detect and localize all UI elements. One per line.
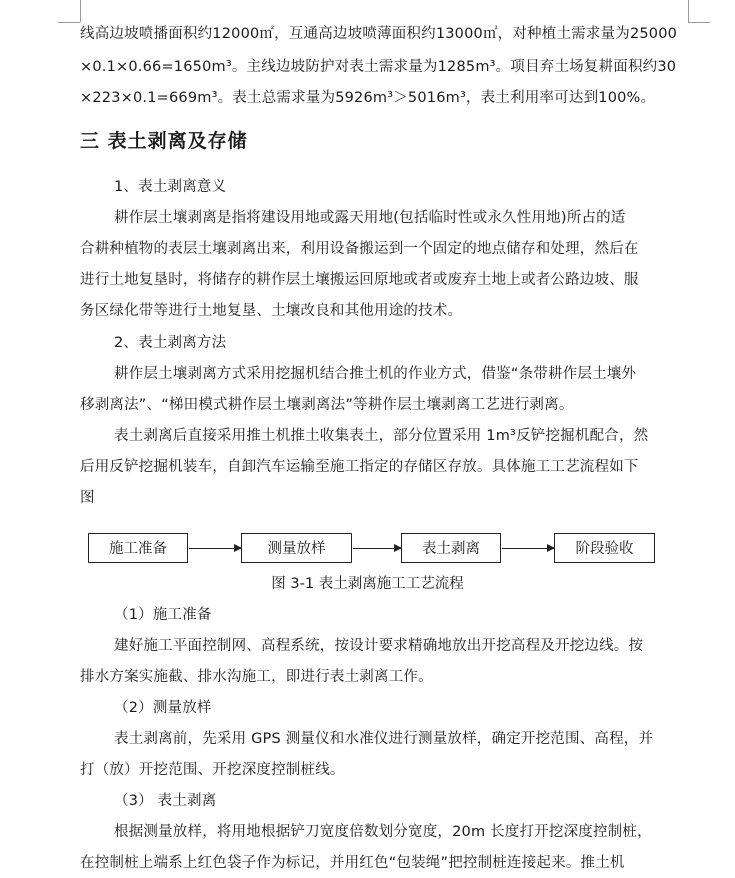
paragraph-line: 根据测量放样，将用地根据铲刀宽度倍数划分宽度，20m 长度打开挖深度控制桩，	[114, 824, 652, 840]
flowchart-step-acceptance: 阶段验收	[554, 533, 655, 563]
figure-caption: 图 3-1 表土剥离施工工艺流程	[271, 576, 464, 592]
paragraph-line: 表土剥离后直接采用推土机推土收集表土，部分位置采用 1m³反铲挖掘机配合，然	[114, 428, 649, 444]
step-title: （1）施工准备	[114, 607, 212, 623]
crop-mark-top-right	[688, 0, 689, 22]
paragraph-line: 线高边坡喷播面积约12000㎡，互通高边坡喷薄面积约13000㎡，对种植土需求量为25000	[80, 26, 678, 42]
paragraph-line: 排水方案实施截、排水沟施工，即进行表土剥离工作。	[80, 669, 433, 685]
paragraph-line: 耕作层土壤剥离方式采用挖掘机结合推土机的作业方式，借鉴“条带耕作层土壤外	[114, 366, 637, 382]
crop-mark-top-right	[688, 22, 710, 23]
flowchart-arrow	[353, 548, 401, 549]
flowchart-step-strip: 表土剥离	[401, 533, 501, 563]
flowchart-arrow	[189, 548, 241, 549]
subsection-title: 2、表土剥离方法	[114, 335, 227, 351]
paragraph-line: 建好施工平面控制网、高程系统，按设计要求精确地放出开挖高程及开挖边线。按	[114, 638, 644, 654]
paragraph-line: 图	[80, 490, 95, 506]
paragraph-line: 在控制桩上端系上红色袋子作为标记，并用红色“包装绳”把控制桩连接起来。推土机	[80, 855, 625, 871]
paragraph-line: 表土剥离前，先采用 GPS 测量仪和水准仪进行测量放样，确定开挖范围、高程，并	[114, 731, 654, 747]
paragraph-line: 移剥离法”、“梯田模式耕作层土壤剥离法”等耕作层土壤剥离工艺进行剥离。	[80, 397, 574, 413]
paragraph-line: 耕作层土壤剥离是指将建设用地或露天用地(包括临时性或永久性用地)所占的适	[114, 210, 626, 226]
crop-mark-top-left	[80, 0, 81, 22]
flowchart-arrow	[502, 548, 554, 549]
crop-mark-top-left	[58, 22, 80, 23]
paragraph-line: ×0.1×0.66=1650m³。主线边坡防护对表土需求量为1285m³。项目弃土场复耕面积约30	[80, 59, 677, 75]
step-title: （3） 表土剥离	[114, 793, 217, 809]
paragraph-line: 打（放）开挖范围、开挖深度控制桩线。	[80, 762, 345, 778]
section-heading: 三 表土剥离及存储	[80, 130, 248, 152]
step-title: （2）测量放样	[114, 700, 212, 716]
subsection-title: 1、表土剥离意义	[114, 179, 227, 195]
flowchart-step-prepare: 施工准备	[88, 533, 188, 563]
paragraph-line: 务区绿化带等进行土地复垦、土壤改良和其他用途的技术。	[80, 303, 463, 319]
paragraph-line: 后用反铲挖掘机装车，自卸汽车运输至施工指定的存储区存放。具体施工工艺流程如下	[80, 459, 639, 475]
paragraph-line: 进行土地复垦时，将储存的耕作层土壤搬运回原地或者或废弃土地上或者公路边坡、服	[80, 272, 639, 288]
paragraph-line: 合耕种植物的表层土壤剥离出来，利用设备搬运到一个固定的地点储存和处理，然后在	[80, 241, 639, 257]
flowchart-step-survey: 测量放样	[241, 533, 352, 563]
paragraph-line: ×223×0.1=669m³。表土总需求量为5926m³＞5016m³，表土利用率可达到100%。	[80, 90, 656, 106]
